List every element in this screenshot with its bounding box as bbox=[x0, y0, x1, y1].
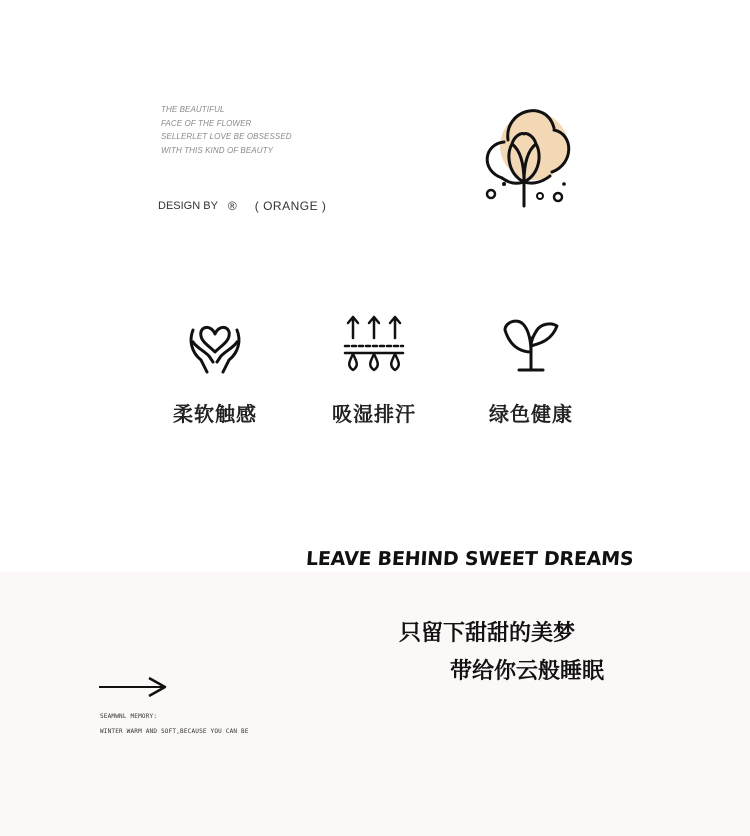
feature-soft-touch bbox=[155, 312, 275, 427]
brand-name: ( ORANGE ) bbox=[254, 199, 327, 213]
tagline-line: FACE OF THE FLOWER bbox=[161, 118, 252, 128]
tagline-line: THE BEAUTIFUL bbox=[161, 105, 225, 114]
feature-label: 绿色健康 bbox=[489, 402, 573, 426]
tagline-line: WITH THIS KIND OF BEAUTY bbox=[161, 145, 274, 155]
lower-section-background bbox=[0, 572, 750, 836]
cotton-flower-icon bbox=[474, 100, 574, 212]
arrow-right-icon bbox=[99, 676, 167, 698]
sprout-icon bbox=[499, 312, 563, 376]
tagline bbox=[161, 103, 292, 157]
feature-moisture-wicking bbox=[314, 312, 434, 427]
moisture-wicking-icon bbox=[341, 312, 407, 376]
chinese-line-2: 带给你云般睡眠 bbox=[450, 659, 605, 684]
feature-label: 吸湿排汗 bbox=[332, 402, 416, 426]
design-credit bbox=[158, 199, 326, 213]
small-caption-body: WINTER WARM AND SOFT,BECAUSE YOU CAN BE bbox=[100, 728, 249, 735]
tagline-line: SELLERLET LOVE BE OBSESSED bbox=[161, 132, 292, 141]
registered-mark: ® bbox=[227, 199, 237, 213]
small-caption-title: SEAMWNL MEMORY: bbox=[100, 713, 158, 720]
chinese-line-1: 只留下甜甜的美梦 bbox=[399, 621, 576, 646]
headline: LEAVE BEHIND SWEET DREAMS bbox=[305, 548, 635, 570]
design-by-label: DESIGN BY bbox=[158, 200, 218, 212]
feature-green-healthy bbox=[471, 312, 591, 427]
feature-label: 柔软触感 bbox=[173, 402, 257, 426]
hands-heart-icon bbox=[183, 312, 247, 376]
